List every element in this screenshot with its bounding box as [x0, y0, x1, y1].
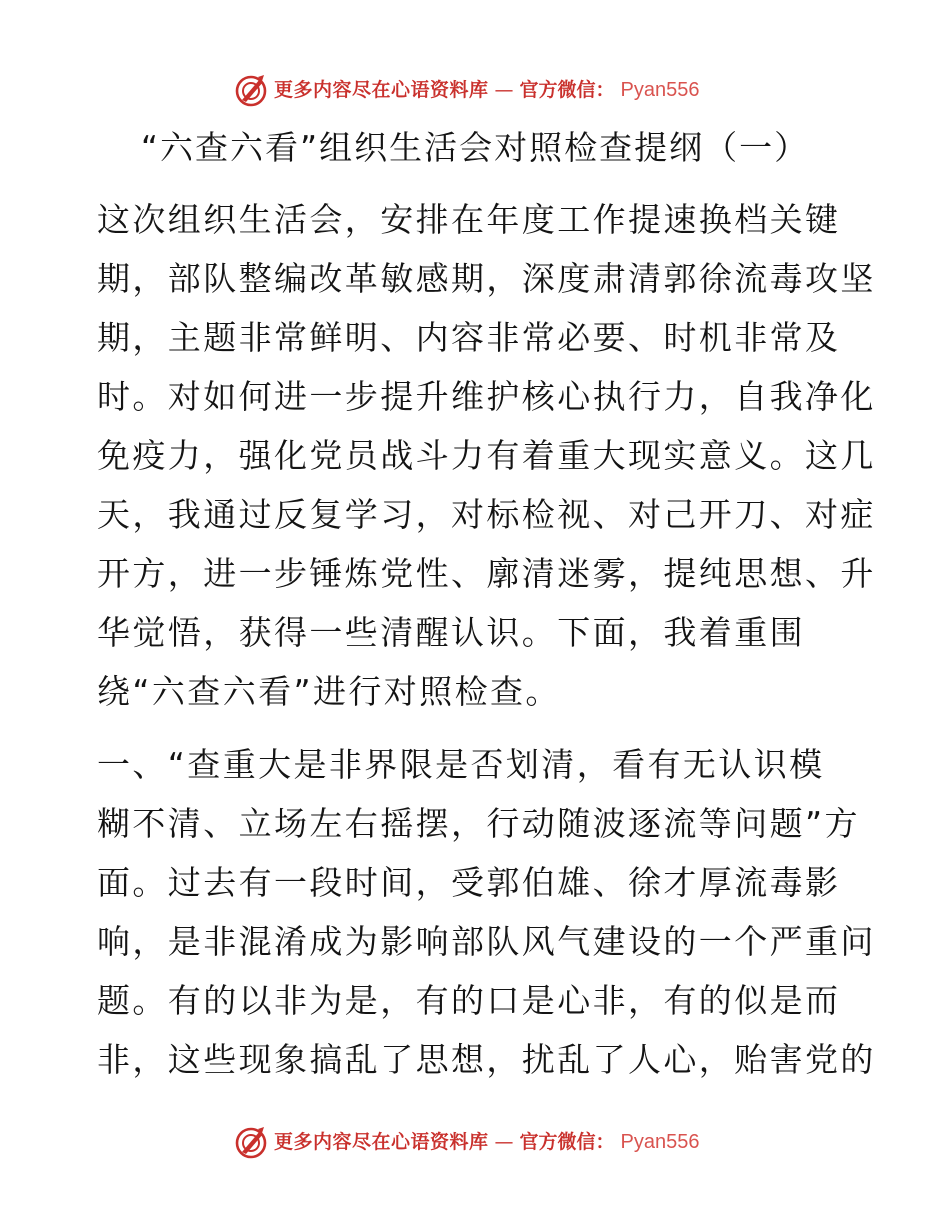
header-wechat-id: Pyan556 — [620, 79, 700, 101]
text-line: 期，部队整编改革敏感期，深度肃清郭徐流毒攻坚 — [97, 259, 876, 298]
text-line: 一、“查重大是非界限是否划清，看有无认识模 — [97, 745, 825, 784]
header-banner — [234, 72, 700, 108]
text-line: 糊不清、立场左右摇摆，行动随波逐流等问题”方 — [97, 804, 860, 843]
text-line: 这次组织生活会，安排在年度工作提速换档关键 — [97, 200, 841, 239]
header-banner-dash: — — [494, 78, 514, 101]
document-title: “六查六看”组织生活会对照检查提纲（一） — [140, 128, 810, 167]
text-line: 面。过去有一段时间，受郭伯雄、徐才厚流毒影 — [97, 863, 841, 902]
footer-wechat-label: 官方微信： — [519, 1130, 615, 1153]
text-line: 华觉悟，获得一些清醒认识。下面，我着重围 — [97, 613, 805, 652]
header-banner-text: 更多内容尽在心语资料库 — [274, 78, 489, 101]
text-line: 响，是非混淆成为影响部队风气建设的一个严重问 — [97, 922, 876, 961]
brand-logo-icon — [234, 73, 268, 107]
paragraph-intro — [97, 190, 876, 721]
footer-banner-text: 更多内容尽在心语资料库 — [274, 1130, 489, 1153]
text-line: 非，这些现象搞乱了思想，扰乱了人心，贻害党的 — [97, 1040, 876, 1079]
footer-banner-dash: — — [494, 1130, 514, 1153]
text-line: 题。有的以非为是，有的口是心非，有的似是而 — [97, 981, 841, 1020]
text-line: 时。对如何进一步提升维护核心执行力，自我净化 — [97, 377, 876, 416]
footer-banner — [234, 1124, 700, 1160]
text-line: 免疫力，强化党员战斗力有着重大现实意义。这几 — [97, 436, 876, 475]
paragraph-section-one — [97, 735, 876, 1089]
text-line: 开方，进一步锤炼党性、廓清迷雾，提纯思想、升 — [97, 554, 876, 593]
text-line: 绕“六查六看”进行对照检查。 — [97, 672, 561, 711]
header-wechat-label: 官方微信： — [519, 78, 615, 101]
text-line: 天，我通过反复学习，对标检视、对己开刀、对症 — [97, 495, 876, 534]
brand-logo-icon — [234, 1125, 268, 1159]
footer-wechat-id: Pyan556 — [620, 1131, 700, 1153]
text-line: 期，主题非常鲜明、内容非常必要、时机非常及 — [97, 318, 841, 357]
